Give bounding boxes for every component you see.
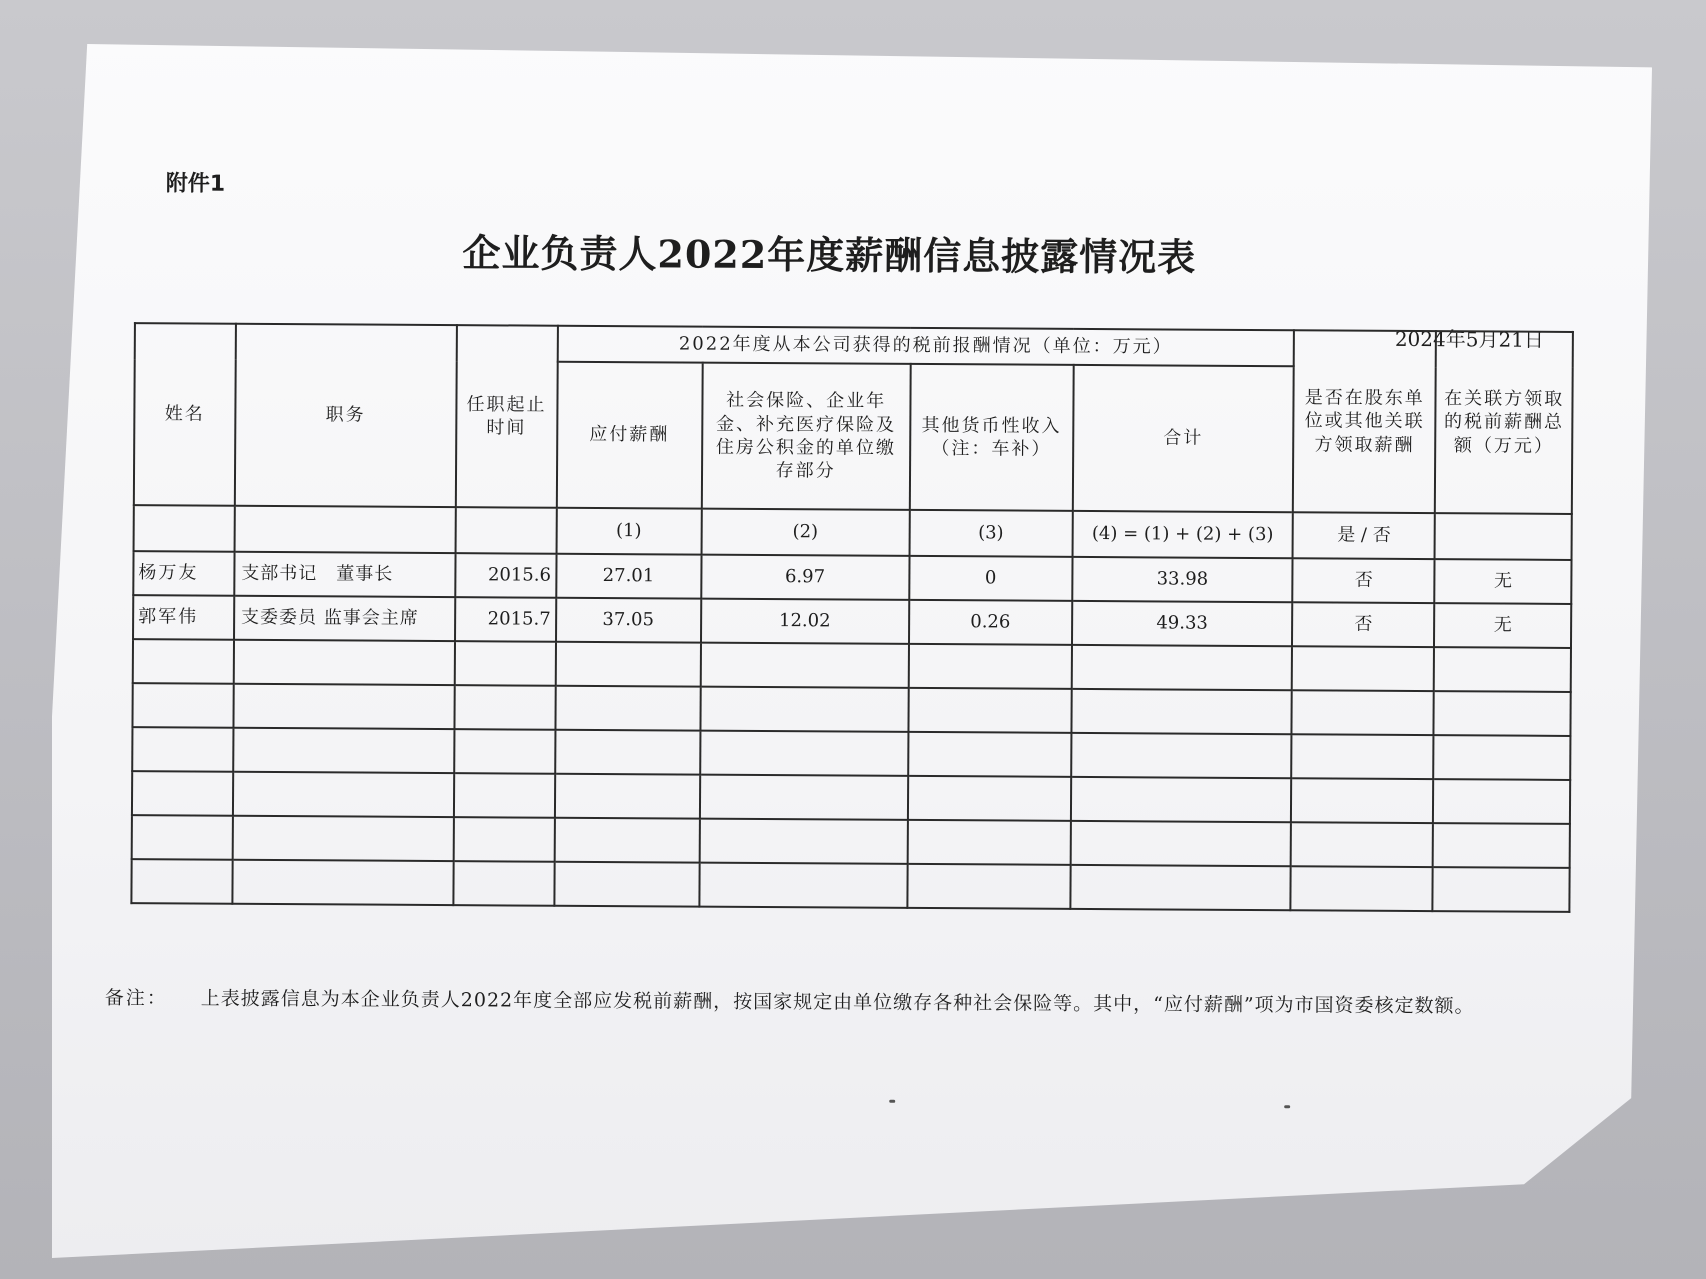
cell-name: 郭军伟 xyxy=(133,595,234,640)
cell-related-total: 无 xyxy=(1435,559,1572,604)
header-other-income: 其他货币性收入（注：车补） xyxy=(910,364,1074,511)
header-pretax-group: 2022年度从本公司获得的税前报酬情况（单位：万元） xyxy=(557,326,1294,367)
index-cell-empty xyxy=(1435,513,1572,560)
header-total: 合计 xyxy=(1072,365,1294,512)
index-cell-empty xyxy=(134,505,235,552)
header-shareholder-pay: 是否在股东单位或其他关联方领取薪酬 xyxy=(1293,330,1436,513)
note-text: 上表披露信息为本企业负责人2022年度全部应发税前薪酬，按国家规定由单位缴存各种社会保险等。其中，“应付薪酬”项为市国资委核定数额。 xyxy=(200,987,1475,1018)
header-name: 姓名 xyxy=(134,323,236,506)
cell-payable: 37.05 xyxy=(556,598,701,643)
cell-shareholder: 否 xyxy=(1293,558,1435,603)
compensation-table xyxy=(130,322,1574,913)
header-term: 任职起止时间 xyxy=(455,325,557,508)
header-related-total: 在关联方领取的税前薪酬总额（万元） xyxy=(1435,331,1573,514)
index-payable: (1) xyxy=(556,508,701,555)
cell-term: 2015.6 xyxy=(455,553,556,598)
attachment-label: 附件1 xyxy=(165,171,226,197)
cell-other: 0 xyxy=(909,556,1072,601)
cell-name: 杨万友 xyxy=(133,551,234,596)
header-payable: 应付薪酬 xyxy=(556,362,702,509)
document-title: 企业负责人2022年度薪酬信息披露情况表 xyxy=(462,230,1197,280)
cell-payable: 27.01 xyxy=(556,554,701,599)
cell-shareholder: 否 xyxy=(1292,602,1434,647)
index-cell-empty xyxy=(455,507,556,554)
cell-social: 6.97 xyxy=(701,555,909,600)
index-yes-no: 是 / 否 xyxy=(1293,512,1435,559)
note-label: 备注： xyxy=(104,986,168,1010)
paper-speck xyxy=(889,1100,895,1103)
empty-row xyxy=(131,859,1569,912)
cell-total: 49.33 xyxy=(1072,601,1293,646)
cell-total: 33.98 xyxy=(1072,557,1293,602)
paper-speck xyxy=(1284,1105,1290,1108)
index-social: (2) xyxy=(701,509,909,556)
header-social-insurance: 社会保险、企业年金、补充医疗保险及住房公积金的单位缴存部分 xyxy=(701,363,910,510)
report-date: 2024年5月21日 xyxy=(1394,326,1545,352)
index-other: (3) xyxy=(909,510,1072,557)
cell-position: 支委委员 监事会主席 xyxy=(234,596,455,641)
cell-position: 支部书记 董事长 xyxy=(234,552,455,597)
index-cell-empty xyxy=(234,506,455,553)
cell-other: 0.26 xyxy=(909,600,1072,645)
header-position: 职务 xyxy=(235,324,457,507)
cell-related-total: 无 xyxy=(1434,603,1571,648)
index-total-formula: (4) = (1) + (2) + (3) xyxy=(1072,511,1293,558)
cell-social: 12.02 xyxy=(701,599,909,644)
cell-term: 2015.7 xyxy=(455,597,556,642)
